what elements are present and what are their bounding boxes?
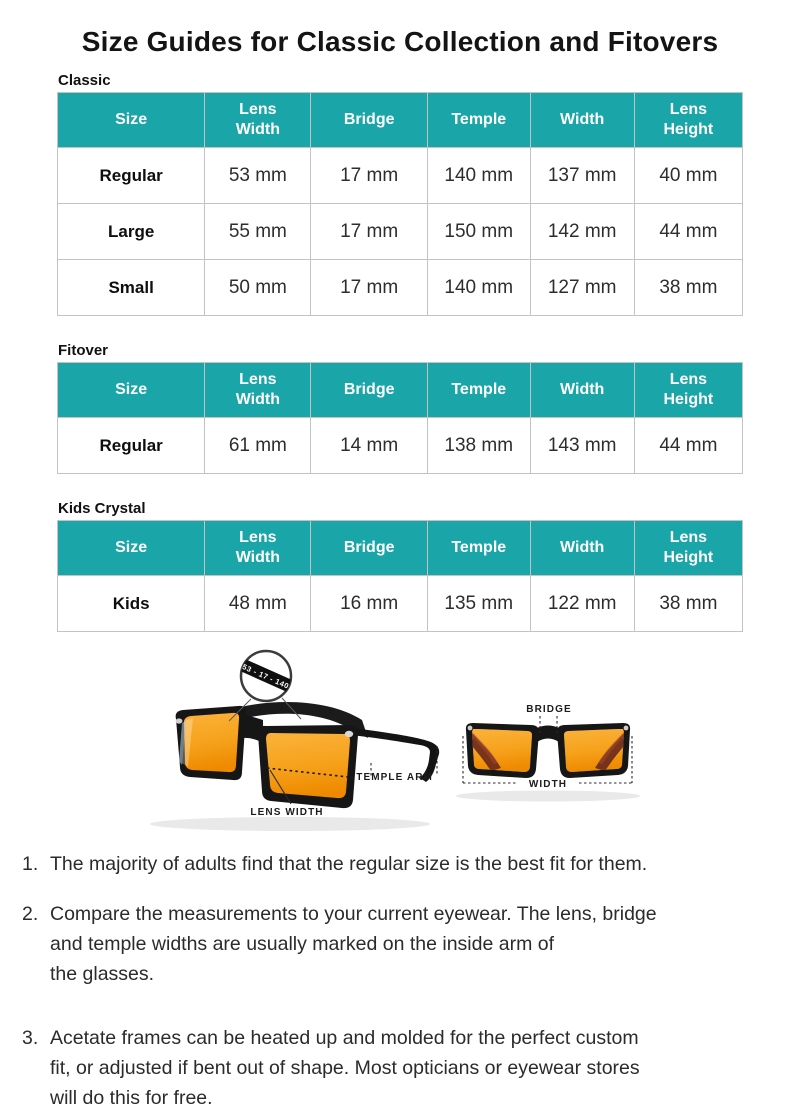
width-label: WIDTH xyxy=(528,779,568,790)
measurement-cell: 38 mm xyxy=(634,260,742,316)
classic-size-table xyxy=(57,92,743,316)
table-header-row xyxy=(58,363,743,418)
temple-arm-label: TEMPLE ARM xyxy=(356,772,433,783)
table-row xyxy=(58,260,743,316)
section-label-kids-crystal: Kids Crystal xyxy=(58,500,146,517)
note-number: 2. xyxy=(22,903,39,925)
measurement-cell: 17 mm xyxy=(311,148,427,204)
measurement-cell: 16 mm xyxy=(311,576,427,632)
measurement-cell: 142 mm xyxy=(530,204,634,260)
measurement-cell: 38 mm xyxy=(634,576,742,632)
col-header-width: Width xyxy=(530,93,634,148)
col-header-width: Width xyxy=(530,521,634,576)
size-cell: Regular xyxy=(58,148,205,204)
hinge-stud-icon xyxy=(624,726,629,731)
measurement-cell: 150 mm xyxy=(427,204,530,260)
col-header-temple: Temple xyxy=(427,93,530,148)
note-line: will do this for free. xyxy=(50,1087,213,1109)
table-row xyxy=(58,204,743,260)
note-line: fit, or adjusted if bent out of shape. Most opticians or eyewear stores xyxy=(50,1057,640,1079)
col-header-lens-height: Lens Height xyxy=(634,93,742,148)
fit-notes-list xyxy=(22,849,780,1113)
note-line: The majority of adults find that the regular size is the best fit for them. xyxy=(50,853,648,875)
note-number: 1. xyxy=(22,853,39,875)
col-header-bridge: Bridge xyxy=(311,93,427,148)
col-header-temple: Temple xyxy=(427,521,530,576)
frame-size-stamp: 53 - 17 - 140 xyxy=(240,662,291,691)
col-header-size: Size xyxy=(58,363,205,418)
measurement-cell: 138 mm xyxy=(427,418,530,474)
size-cell: Regular xyxy=(58,418,205,474)
measurement-cell: 140 mm xyxy=(427,260,530,316)
section-label-classic: Classic xyxy=(58,72,111,89)
table-row xyxy=(58,576,743,632)
measurement-cell: 53 mm xyxy=(205,148,311,204)
col-header-lens-width: Lens Width xyxy=(205,93,311,148)
list-item xyxy=(22,1023,780,1113)
note-line: Acetate frames can be heated up and molded for the perfect custom xyxy=(50,1027,639,1049)
size-cell: Kids xyxy=(58,576,205,632)
measurement-cell: 50 mm xyxy=(205,260,311,316)
measurement-cell: 55 mm xyxy=(205,204,311,260)
measurement-cell: 122 mm xyxy=(530,576,634,632)
size-cell: Large xyxy=(58,204,205,260)
table-row xyxy=(58,418,743,474)
measurement-cell: 127 mm xyxy=(530,260,634,316)
lens-width-label: LENS WIDTH xyxy=(250,807,324,818)
measurement-cell: 17 mm xyxy=(311,260,427,316)
col-header-width: Width xyxy=(530,363,634,418)
size-cell: Small xyxy=(58,260,205,316)
col-header-size: Size xyxy=(58,93,205,148)
table-header-row xyxy=(58,521,743,576)
hinge-stud-icon xyxy=(345,731,353,737)
measurement-cell: 48 mm xyxy=(205,576,311,632)
measurement-cell: 135 mm xyxy=(427,576,530,632)
measurement-cell: 44 mm xyxy=(634,204,742,260)
measurement-cell: 14 mm xyxy=(311,418,427,474)
col-header-lens-width: Lens Width xyxy=(205,363,311,418)
hinge-stud-icon xyxy=(176,718,183,723)
col-header-size: Size xyxy=(58,521,205,576)
list-item xyxy=(22,849,780,879)
measurement-cell: 61 mm xyxy=(205,418,311,474)
list-item xyxy=(22,899,780,989)
table-header-row xyxy=(58,93,743,148)
page-title: Size Guides for Classic Collection and Fitovers xyxy=(81,26,719,57)
note-line: the glasses. xyxy=(50,963,155,985)
measurement-cell: 137 mm xyxy=(530,148,634,204)
note-text xyxy=(50,899,657,989)
bridge-label: BRIDGE xyxy=(526,704,572,715)
note-line: Compare the measurements to your current eyewear. The lens, bridge xyxy=(50,903,657,925)
note-text xyxy=(50,849,647,879)
kids-crystal-size-table xyxy=(57,520,743,632)
measurement-cell: 143 mm xyxy=(530,418,634,474)
table-row xyxy=(58,148,743,204)
classic-glasses-front-illustration xyxy=(456,704,640,802)
col-header-temple: Temple xyxy=(427,363,530,418)
sunglasses-measurement-diagram xyxy=(0,636,800,841)
classic-glasses-perspective-illustration xyxy=(150,651,439,831)
note-line: and temple widths are usually marked on the inside arm of xyxy=(50,933,555,955)
section-label-fitover: Fitover xyxy=(58,342,109,359)
hinge-stud-icon xyxy=(468,726,473,731)
col-header-lens-height: Lens Height xyxy=(634,363,742,418)
measurement-cell: 17 mm xyxy=(311,204,427,260)
note-number: 3. xyxy=(22,1027,39,1049)
size-tables xyxy=(57,72,743,632)
col-header-bridge: Bridge xyxy=(311,521,427,576)
col-header-lens-width: Lens Width xyxy=(205,521,311,576)
col-header-bridge: Bridge xyxy=(311,363,427,418)
col-header-lens-height: Lens Height xyxy=(634,521,742,576)
measurement-cell: 40 mm xyxy=(634,148,742,204)
measurement-cell: 140 mm xyxy=(427,148,530,204)
note-text xyxy=(50,1023,640,1113)
measurement-cell: 44 mm xyxy=(634,418,742,474)
fitover-size-table xyxy=(57,362,743,474)
